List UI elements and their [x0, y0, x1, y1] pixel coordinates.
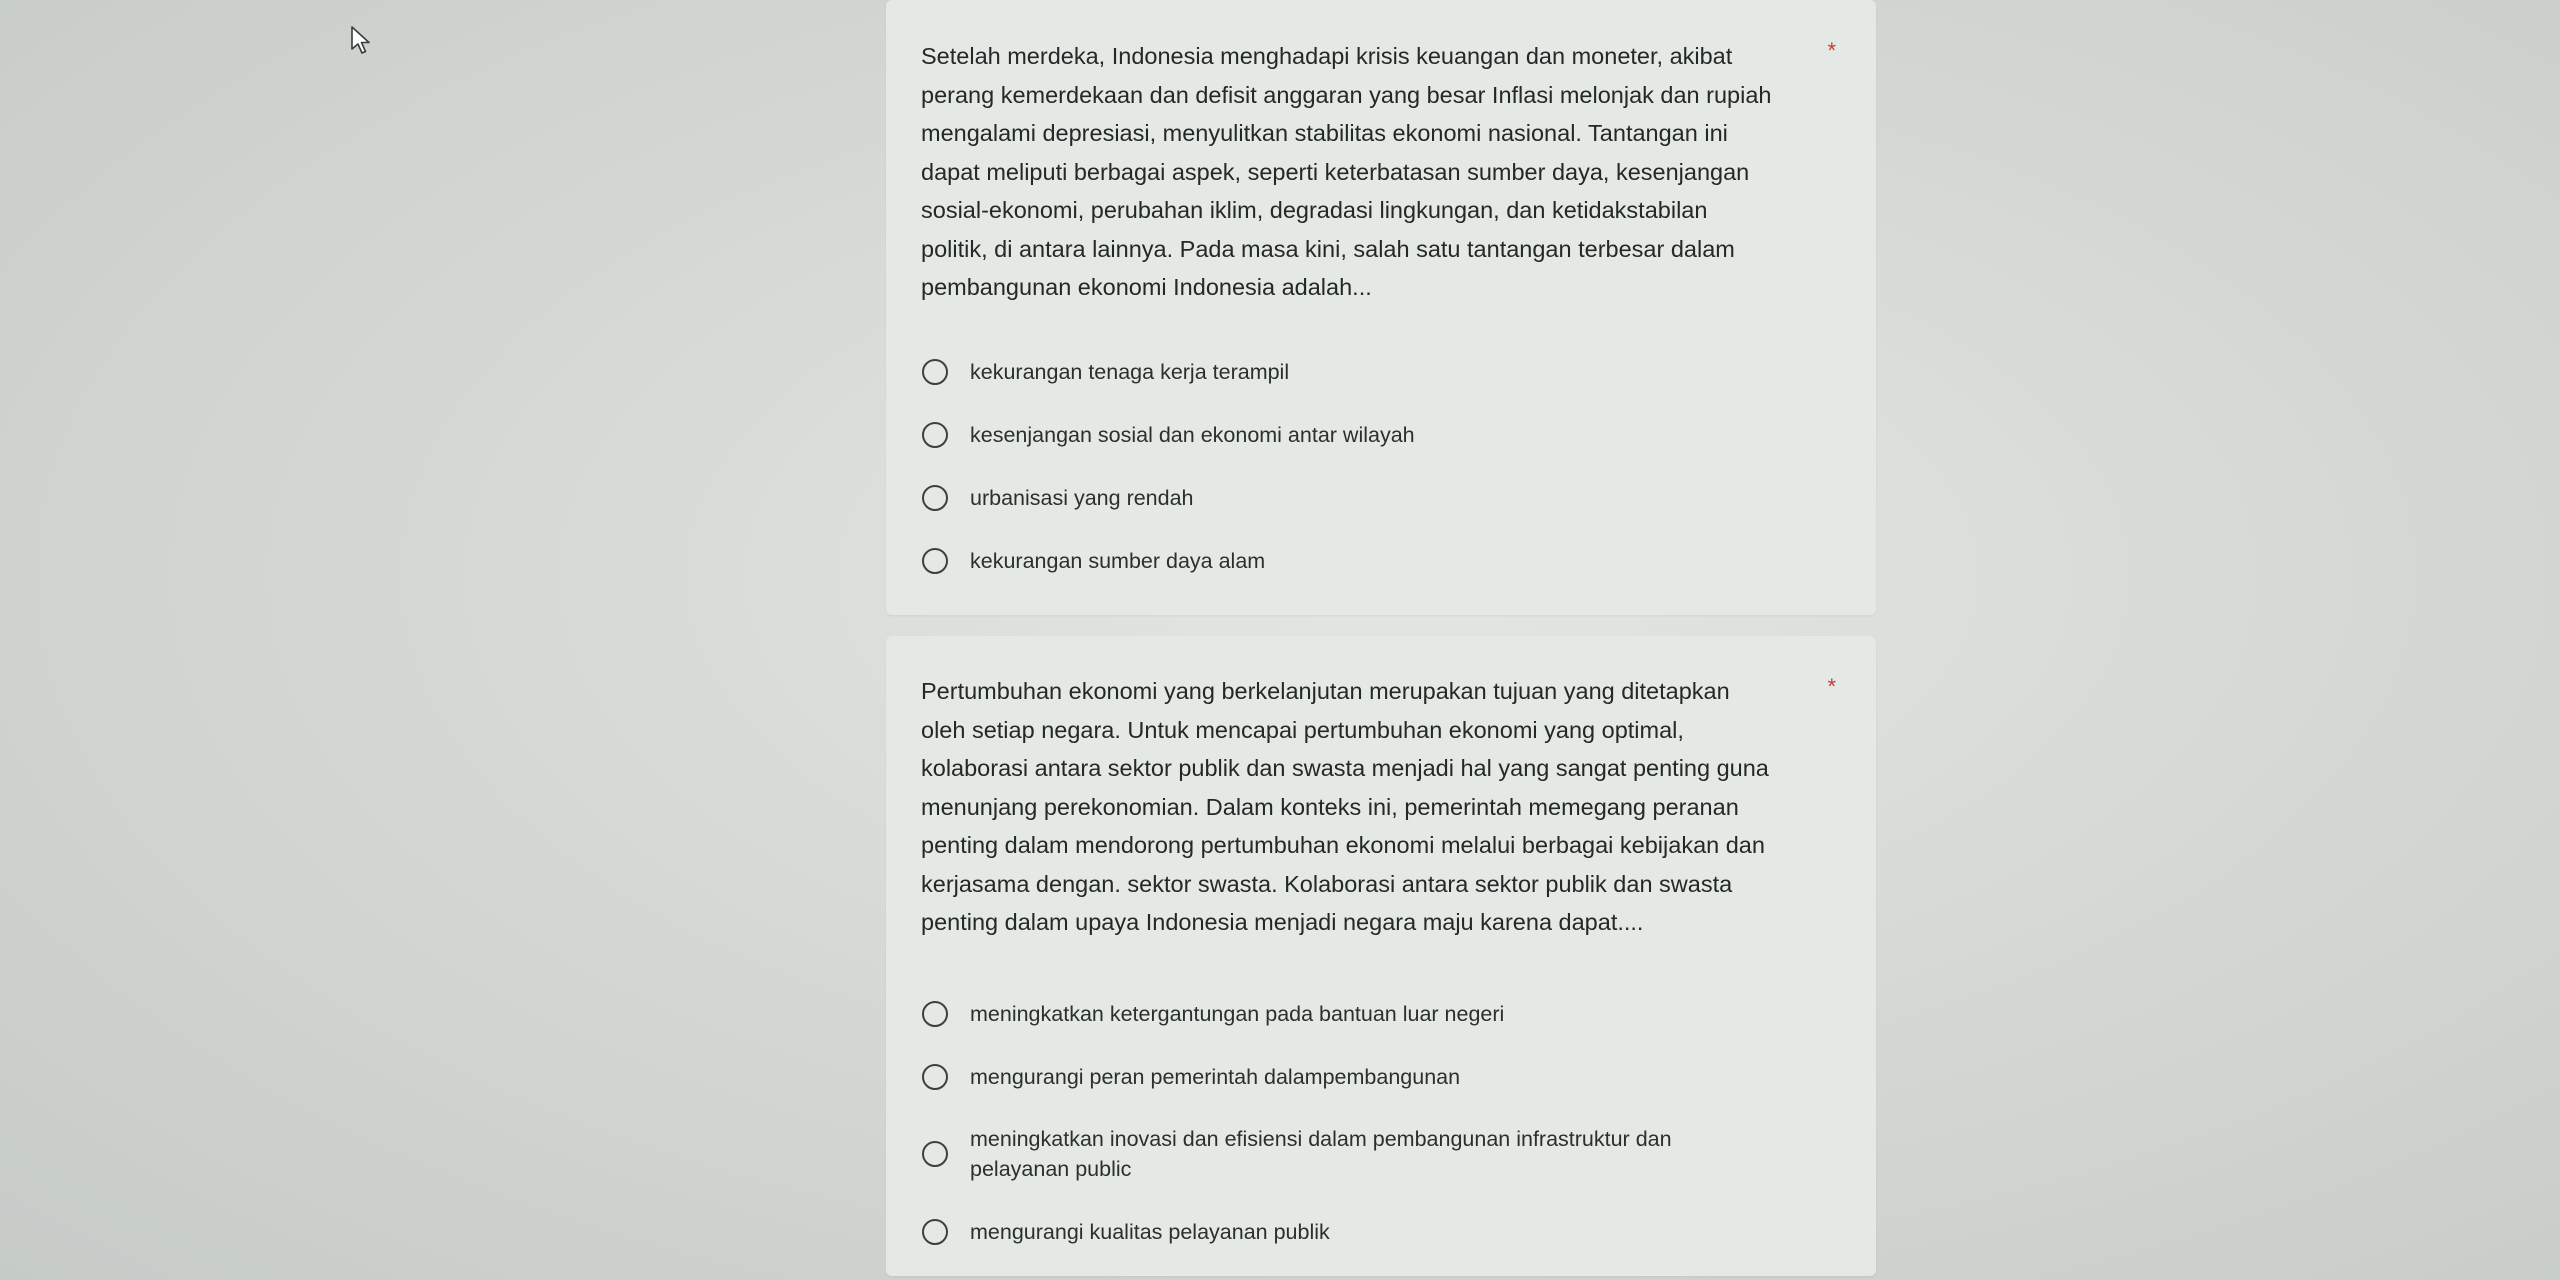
- question-text: Pertumbuhan ekonomi yang berkelanjutan merupakan tujuan yang ditetapkan oleh setiap negara. Untuk mencapai pertumbuhan ekonomi yang optimal, kolaborasi antara sektor publik dan swasta menjadi hal yang sangat penting guna menunjang perekonomian. Dalam konteks ini, pemerintah memegang peranan penting dalam mendorong pertumbuhan ekonomi melalui berbagai kebijakan dan kerjasama dengan. sektor swasta. Kolaborasi antara sektor publik dan swasta penting dalam upaya Indonesia menjadi negara maju karena dapat....: [921, 678, 1769, 935]
- radio-button[interactable]: [922, 485, 948, 511]
- answer-options: [922, 340, 1730, 592]
- option-4[interactable]: [922, 529, 1730, 592]
- option-2[interactable]: [922, 403, 1730, 466]
- mouse-pointer-icon: [350, 25, 374, 57]
- option-label: mengurangi peran pemerintah dalampembangunan: [970, 1064, 1461, 1089]
- required-asterisk: *: [1827, 674, 1836, 699]
- option-4[interactable]: [922, 1200, 1730, 1263]
- question-card-2: [886, 636, 1876, 1276]
- option-2[interactable]: [922, 1045, 1730, 1108]
- question-text: Setelah merdeka, Indonesia menghadapi krisis keuangan dan moneter, akibat perang kemerdekaan dan defisit anggaran yang besar Inflasi melonjak dan rupiah mengalami depresiasi, menyulitkan stabilitas ekonomi nasional. Tantangan ini dapat meliputi berbagai aspek, seperti keterbatasan sumber daya, kesenjangan sosial-ekonomi, perubahan iklim, degradasi lingkungan, dan ketidakstabilan politik, di antara lainnya. Pada masa kini, salah satu tantangan terbesar dalam pembangunan ekonomi Indonesia adalah...: [921, 43, 1772, 300]
- option-label: urbanisasi yang rendah: [970, 485, 1194, 510]
- option-label: mengurangi kualitas pelayanan publik: [970, 1219, 1330, 1244]
- radio-button[interactable]: [922, 1219, 948, 1245]
- option-1[interactable]: [922, 982, 1730, 1045]
- option-label: kesenjangan sosial dan ekonomi antar wilayah: [970, 422, 1415, 447]
- option-label: kekurangan tenaga kerja terampil: [970, 359, 1290, 384]
- radio-button[interactable]: [922, 359, 948, 385]
- radio-button[interactable]: [922, 422, 948, 448]
- option-1[interactable]: [922, 340, 1730, 403]
- answer-options: [922, 982, 1730, 1263]
- option-3[interactable]: [922, 466, 1730, 529]
- option-3[interactable]: [922, 1108, 1730, 1200]
- radio-button[interactable]: [922, 1064, 948, 1090]
- radio-button[interactable]: [922, 1141, 948, 1167]
- radio-button[interactable]: [922, 1001, 948, 1027]
- option-label: meningkatkan inovasi dan efisiensi dalam pembangunan infrastruktur dan pelayanan public: [970, 1127, 1672, 1181]
- option-label: meningkatkan ketergantungan pada bantuan luar negeri: [970, 1001, 1505, 1026]
- question-card-1: [886, 0, 1876, 615]
- radio-button[interactable]: [922, 548, 948, 574]
- required-asterisk: *: [1827, 38, 1836, 63]
- option-label: kekurangan sumber daya alam: [970, 548, 1266, 573]
